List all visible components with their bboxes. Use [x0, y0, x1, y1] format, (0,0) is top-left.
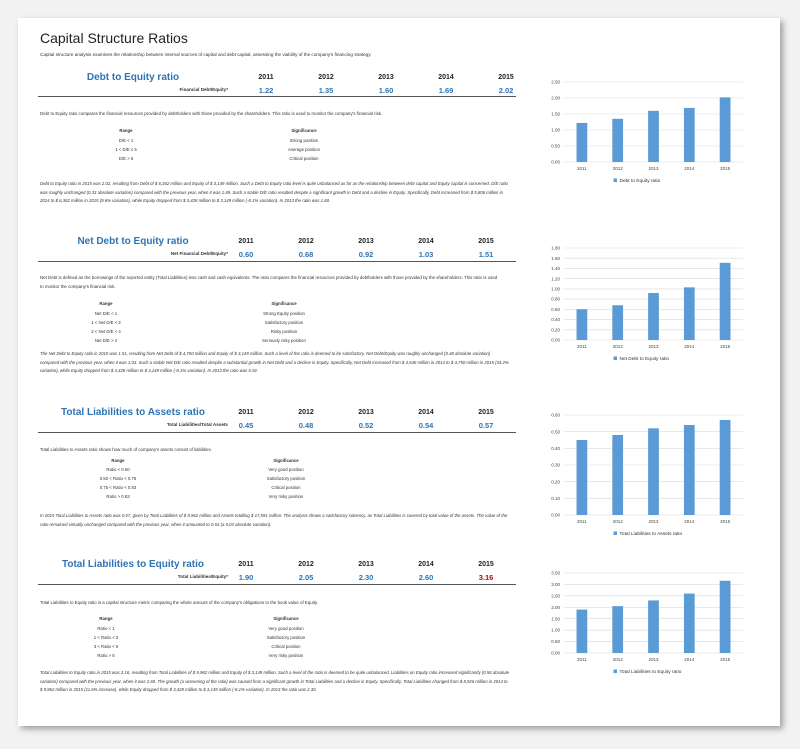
bar: [577, 123, 588, 162]
x-tick-label: 2015: [720, 519, 731, 524]
x-tick-label: 2012: [612, 344, 623, 349]
year-label: 2011: [238, 238, 254, 245]
year-label: 2013: [378, 74, 394, 81]
ratio-description: Net Debt is defined as the borrowings of the reported entity (Total Liabilities) less cash and cash equivalents. The ratio compares the financial resources provided by debtholders with those provided by the shareholders. This ratio is used to monitor the company's financial risk.: [40, 275, 498, 289]
ratio-analysis: Total Liabilities to Equity ratio in 2015 was 3.16, resulting from Total Liabilities of $ 9,962 million and Equity of $ 3,149 million. Such a level of the ratio is deemed to be quite unbalanced. Liabilities on Equity ratio increased significantly (0.56 absolute variation) compared with the previous year, when it was 2.60. The growth (a worsening of the ratio) was caused from a significant growth in Total Liabilities and a decline in Equity. Specifically, Total Liabilities changed from $ 8,926 million in 2014 to $ 9,962 million in 2015 (11.6% increase), while Equity dropped from $ 3,428 million to $ 3,149 million (-8.1% variation). In 2013 the ratio was 2.30.: [40, 670, 510, 693]
x-tick-label: 2014: [684, 519, 695, 524]
year-label: 2015: [498, 74, 514, 81]
ratio-value: 1.90: [238, 573, 254, 582]
year-label: 2013: [358, 409, 374, 416]
legend-label: Total Liabilities to Equity ratio: [619, 670, 682, 675]
year-label: 2013: [358, 238, 374, 245]
year-label: 2014: [438, 74, 454, 81]
y-tick-label: 0.20: [551, 327, 560, 333]
legend-label: Net Debt to Equity ratio: [619, 357, 670, 362]
y-tick-label: 3.00: [551, 582, 560, 588]
ratio-analysis: The Net Debt to Equity ratio in 2015 was 1.51, resulting from Net Debt of $ 4,750 million and Equity of $ 3,149 million. Such a level of the ratio is deemed to be satisfactory. Net Debt/Equity was roughly unchanged (0.48 absolute variation) compared with the previous year, when it was 1.03. Such a stable Net D/E ratio resulted despite a substantial growth in Net Debt and a decline in Equity. Specifically, Net Debt increased from $ 3,540 million in 2014 to $ 4,750 million in 2015 (34.2% variation), while Equity dropped from $ 3,428 million to $ 3,149 million (-8.1% variation). In 2013 the ratio was 0.92.: [40, 351, 509, 374]
ratio-value: 1.51: [478, 250, 494, 259]
bar: [612, 119, 623, 162]
y-tick-label: 0.00: [551, 650, 560, 656]
ratio-description: Debt to Equity ratio compares the financial resources provided by debtholders with those provided by the shareholders. This ratio is used to monitor the company's financial risk.: [40, 111, 383, 116]
legend-swatch: [614, 179, 618, 183]
ratio-analysis: Debt to Equity ratio in 2015 was 2.02, resulting from Debt of $ 6,362 million and Equity of $ 3,149 million. Such a Debt to Equity ratio level is quite unbalanced as far as the relationship between debt capital and Equity capital is concerned. D/E ratio was roughly unchanged (0.33 absolute variation) compared with the previous year, when it was 1.69. Such a stable D/E ratio resulted despite a significant growth in Debt and a decline in Equity. Specifically, Debt increased from $ 5,806 million in 2014 to $ 6,362 million in 2015 (9.6% variation), while Equity dropped from $ 3,428 million to $ 3,149 million (-8.1% variation). In 2013 the ratio was 1.60.: [40, 181, 508, 204]
range-table: [18, 458, 418, 508]
range-cell: 0.50 < Ratio < 0.75: [99, 476, 137, 481]
y-tick-label: 1.50: [551, 111, 560, 117]
significance-cell: Strong Equity position: [263, 311, 305, 316]
ratio-analysis: In 2015 Total Liabilities to Assets ratio was 0.57, given by Total Liabilities of $ 9,962 million and Assets totalling $ 17,591 million. The analysis shows a satisfactory solvency, as Total Liabilities is covered by total value of the assets. The value of the ratio remained virtually unchanged compared with the previous year, when it amounted to 0.54 (a 0.03 absolute variation).: [40, 513, 508, 527]
ratio-value: 0.54: [418, 421, 434, 430]
range-cell: 1 < D/E ≤ 5: [115, 147, 137, 152]
range-header: Range: [119, 128, 133, 133]
ratio-value: 0.60: [238, 250, 254, 259]
range-cell: 2 < Net D/E < 4: [91, 329, 121, 334]
y-tick-label: 1.00: [551, 286, 560, 292]
y-tick-label: 2.50: [551, 593, 560, 599]
ratio-value: 2.02: [498, 86, 514, 95]
legend-swatch: [614, 532, 618, 536]
year-label: 2012: [298, 561, 314, 568]
y-tick-label: 0.20: [551, 479, 560, 485]
report-page: [18, 18, 780, 726]
x-tick-label: 2013: [648, 344, 659, 349]
section-title: Total Liabilities to Assets ratio: [61, 407, 205, 418]
significance-cell: Critical position: [289, 156, 319, 161]
x-tick-label: 2012: [612, 166, 623, 171]
range-table: [18, 128, 418, 178]
ratio-value: 2.30: [358, 573, 374, 582]
significance-cell: Very risky position: [268, 494, 304, 499]
year-label: 2012: [318, 74, 334, 81]
bar: [648, 293, 659, 340]
year-label: 2011: [238, 409, 254, 416]
significance-cell: Critical position: [271, 485, 301, 490]
ratio-value: 0.92: [358, 250, 374, 259]
range-header: Range: [111, 458, 125, 463]
y-tick-label: 0.00: [551, 159, 560, 165]
range-cell: 0.75 < Ratio < 0.83: [99, 485, 137, 490]
ratio-formula: Total Liabilities/Equity*: [177, 574, 228, 579]
x-tick-label: 2012: [612, 657, 623, 662]
x-tick-label: 2015: [720, 344, 731, 349]
bar: [648, 428, 659, 515]
range-cell: D/E < 1: [118, 138, 134, 143]
y-tick-label: 0.10: [551, 495, 560, 501]
range-header: Range: [99, 616, 113, 621]
year-label: 2014: [418, 238, 434, 245]
y-tick-label: 0.40: [551, 317, 560, 323]
significance-cell: Strong position: [289, 138, 319, 143]
bar: [720, 97, 731, 162]
ratio-formula: Net Financial Debt/Equity*: [170, 251, 228, 256]
x-tick-label: 2011: [577, 657, 587, 662]
y-tick-label: 0.40: [551, 445, 560, 451]
legend-swatch: [614, 670, 618, 674]
y-tick-label: 0.60: [551, 306, 560, 312]
x-tick-label: 2014: [684, 344, 695, 349]
significance-cell: Very good position: [268, 626, 304, 631]
y-tick-label: 0.00: [551, 337, 560, 343]
year-label: 2015: [478, 561, 494, 568]
section-title: Net Debt to Equity ratio: [77, 236, 189, 247]
bar: [648, 600, 659, 653]
bar: [684, 287, 695, 340]
bar: [720, 581, 731, 653]
significance-cell: Average position: [288, 147, 320, 152]
y-tick-label: 2.00: [551, 604, 560, 610]
significance-cell: Very good position: [268, 467, 304, 472]
section-divider: [38, 584, 516, 585]
ratio-value: 1.60: [378, 86, 394, 95]
bar: [612, 305, 623, 340]
year-label: 2011: [258, 74, 274, 81]
range-header: Range: [99, 301, 113, 306]
y-tick-label: 0.50: [551, 639, 560, 645]
y-tick-label: 0.30: [551, 462, 560, 468]
year-label: 2011: [238, 561, 254, 568]
year-label: 2012: [298, 409, 314, 416]
ratio-value: 1.69: [438, 86, 454, 95]
significance-cell: Satisfactory position: [266, 635, 306, 640]
ratio-value: 2.05: [298, 573, 314, 582]
x-tick-label: 2013: [648, 519, 659, 524]
year-label: 2013: [358, 561, 374, 568]
x-tick-label: 2013: [648, 657, 659, 662]
y-tick-label: 0.00: [551, 512, 560, 518]
bar: [648, 111, 659, 162]
range-cell: 1 < Net D/E < 2: [91, 320, 121, 325]
bar: [577, 610, 588, 653]
y-tick-label: 1.00: [551, 127, 560, 133]
year-label: 2015: [478, 409, 494, 416]
y-tick-label: 0.80: [551, 296, 560, 302]
ratio-value: 0.57: [478, 421, 494, 430]
y-tick-label: 0.60: [551, 412, 560, 418]
page-title: Capital Structure Ratios: [40, 30, 188, 46]
y-tick-label: 1.50: [551, 616, 560, 622]
year-label: 2014: [418, 561, 434, 568]
x-tick-label: 2014: [684, 166, 695, 171]
section-divider: [38, 261, 516, 262]
y-tick-label: 1.80: [551, 245, 560, 251]
y-tick-label: 1.60: [551, 255, 560, 261]
significance-cell: Critical position: [271, 644, 301, 649]
bar: [684, 425, 695, 515]
bar: [612, 606, 623, 653]
x-tick-label: 2013: [648, 166, 659, 171]
year-label: 2015: [478, 238, 494, 245]
x-tick-label: 2011: [577, 344, 587, 349]
bar: [684, 108, 695, 162]
y-tick-label: 1.20: [551, 276, 560, 282]
range-table: [18, 616, 418, 666]
intro-text: Capital structure analysis examines the relationship between internal sources of capital and debt capital, assessing the viability of the company's financing strategy.: [40, 52, 372, 57]
significance-header: Significance: [291, 128, 317, 133]
ratio-value: 1.35: [318, 86, 334, 95]
section-title: Total Liabilities to Equity ratio: [61, 559, 205, 570]
bar: [577, 440, 588, 515]
range-cell: Ratio > 0.83: [106, 494, 130, 499]
x-tick-label: 2015: [720, 657, 731, 662]
x-tick-label: 2011: [577, 166, 587, 171]
ratio-value: 0.45: [238, 421, 254, 430]
y-tick-label: 1.00: [551, 627, 560, 633]
section-divider: [38, 432, 516, 433]
legend-swatch: [614, 357, 618, 361]
section-divider: [38, 96, 516, 97]
x-tick-label: 2015: [720, 166, 731, 171]
ratio-description: Total Liabilities to Assets ratio shows how much of company's assets consist of liabilities.: [40, 447, 212, 452]
ratio-value: 0.48: [298, 421, 314, 430]
range-cell: 1 < Ratio < 3: [93, 635, 119, 640]
ratio-value: 1.22: [258, 86, 274, 95]
significance-cell: Satisfactory position: [266, 476, 306, 481]
range-cell: 3 < Ratio < 5: [93, 644, 119, 649]
ratio-value: 0.52: [358, 421, 374, 430]
y-tick-label: 3.50: [551, 570, 560, 576]
bar: [684, 594, 695, 653]
bar: [577, 309, 588, 340]
significance-cell: Risky position: [270, 329, 298, 334]
range-cell: Net D/E < 1: [94, 311, 118, 316]
significance-header: Significance: [271, 301, 297, 306]
y-tick-label: 0.50: [551, 429, 560, 435]
year-label: 2012: [298, 238, 314, 245]
section-title: Debt to Equity ratio: [86, 72, 180, 83]
significance-cell: Satisfactory position: [264, 320, 304, 325]
chart-liabilities-to-equity: [528, 569, 753, 679]
range-cell: Ratio > 5: [97, 653, 115, 658]
y-tick-label: 2.50: [551, 79, 560, 85]
ratio-value: 1.03: [418, 250, 434, 259]
x-tick-label: 2011: [577, 519, 587, 524]
y-tick-label: 0.50: [551, 143, 560, 149]
bar: [612, 435, 623, 515]
x-tick-label: 2014: [684, 657, 695, 662]
y-tick-label: 1.40: [551, 266, 560, 272]
ratio-value: 0.68: [298, 250, 314, 259]
chart-debt-to-equity: [528, 78, 753, 188]
legend-label: Total Liabilities to Assets ratio: [619, 532, 683, 537]
significance-header: Significance: [273, 458, 299, 463]
range-cell: Ratio < 0.50: [106, 467, 130, 472]
bar: [720, 263, 731, 340]
ratio-formula: Total Liabilities/Total Assets: [166, 422, 228, 427]
chart-liabilities-to-assets: [528, 411, 753, 541]
significance-header: Significance: [273, 616, 299, 621]
range-cell: Net D/E > 4: [94, 338, 118, 343]
range-cell: D/E > 5: [118, 156, 134, 161]
chart-net-debt-to-equity: [528, 244, 753, 366]
ratio-value: 2.60: [418, 573, 434, 582]
ratio-value: 3.16: [478, 573, 494, 582]
y-tick-label: 2.00: [551, 95, 560, 101]
significance-cell: Seriously risky position: [262, 338, 306, 343]
ratio-description: Total Liabilities to Equity ratio is a capital structure metric comparing the whole amount of the company's obligations to the book value of Equity.: [40, 600, 318, 605]
ratio-formula: Financial Debt/Equity*: [179, 87, 228, 92]
legend-label: Debt to Equity ratio: [619, 179, 661, 184]
range-cell: Ratio < 1: [97, 626, 115, 631]
x-tick-label: 2012: [612, 519, 623, 524]
significance-cell: Very risky position: [268, 653, 304, 658]
year-label: 2014: [418, 409, 434, 416]
bar: [720, 420, 731, 515]
